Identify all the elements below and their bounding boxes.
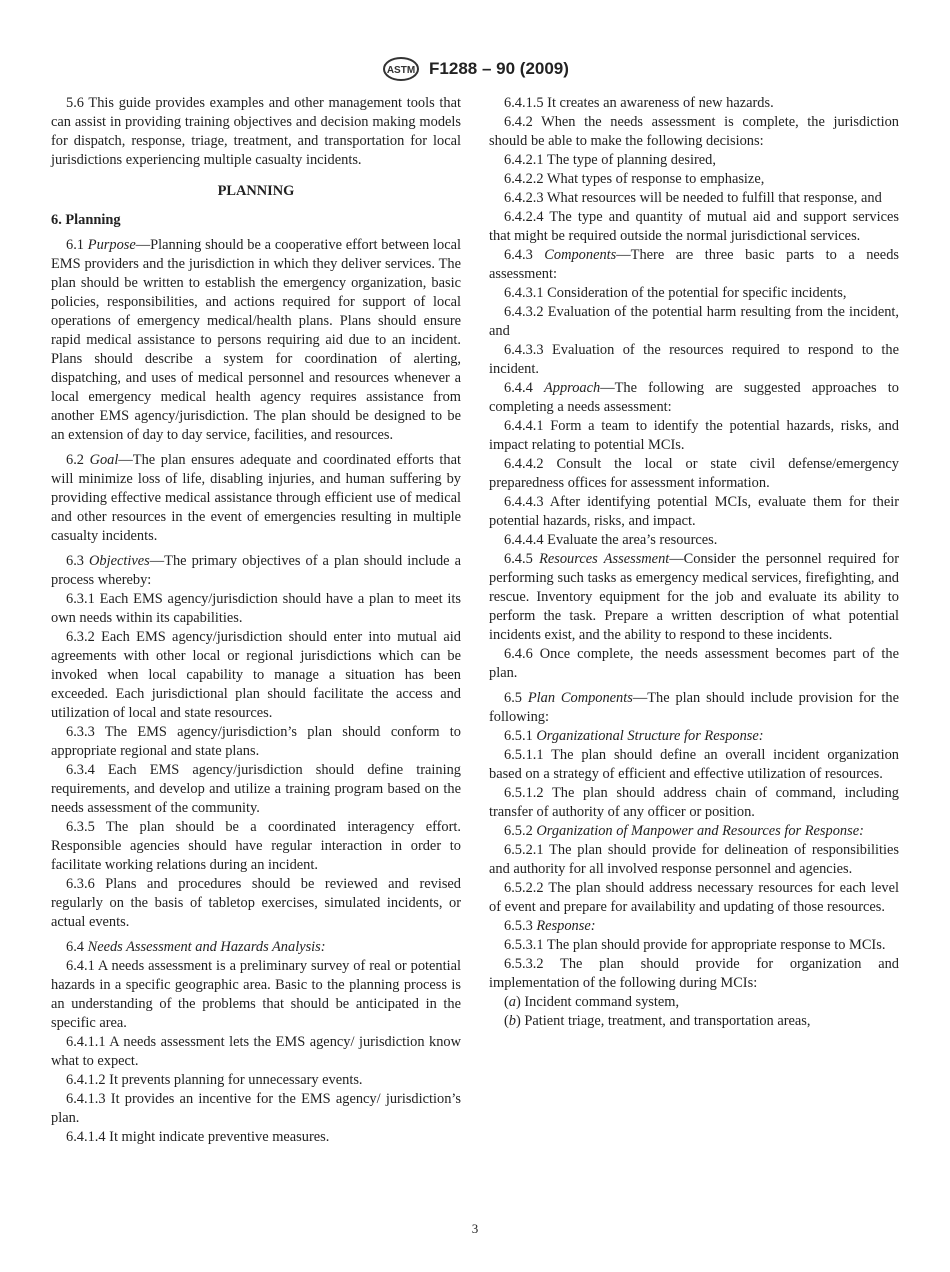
paragraph-6-4-1-2: 6.4.1.2 It prevents planning for unnecessary events. — [66, 1072, 363, 1088]
svg-text:ASTM: ASTM — [386, 65, 416, 76]
paragraph-6-4-3-3: 6.4.3.3 Evaluation of the resources required to respond to the incident. — [489, 342, 899, 377]
paragraph-6-4-1-3: 6.4.1.3 It provides an incentive for the EMS agency/ jurisdiction’s plan. — [51, 1091, 461, 1126]
section-6-heading: 6. Planning — [51, 212, 121, 228]
paragraph-6-4-3-2: 6.4.3.2 Evaluation of the potential harm resulting from the incident, and — [489, 304, 899, 339]
paragraph-6-4-2-3: 6.4.2.3 What resources will be needed to fulfill that response, and — [504, 190, 882, 206]
paragraph-6-4-2-4: 6.4.2.4 The type and quantity of mutual aid and support services that might be required outside the normal jurisdictional services. — [489, 209, 899, 244]
paragraph-6-3-1: 6.3.1 Each EMS agency/jurisdiction should have a plan to meet its own needs within its capabilities. — [51, 591, 461, 626]
paragraph-6-5-2-1: 6.5.2.1 The plan should provide for delineation of responsibilities and authority for all involved response personnel and agencies. — [489, 842, 899, 877]
paragraph-6-5-2-2: 6.5.2.2 The plan should address necessary resources for each level of event and prepare for availability and updating of those resources. — [489, 880, 899, 915]
paragraph-6-4-6: 6.4.6 Once complete, the needs assessment becomes part of the plan. — [489, 646, 899, 681]
paragraph-6-4-4-1: 6.4.4.1 Form a team to identify the potential hazards, risks, and impact relating to potential MCIs. — [489, 418, 899, 453]
paragraph-6-5-2: 6.5.2 Organization of Manpower and Resources for Response: — [504, 823, 864, 839]
page-header — [0, 56, 950, 84]
astm-logo-icon — [381, 56, 421, 82]
paragraph-6-1: 6.1 Purpose—Planning should be a cooperative effort between local EMS providers and the jurisdiction in which they deliver services. The plan should be written to establish the emergency organization, basic policies, responsibilities, and actions required for support of local operations of emergency medical/health plans. Plans should ensure rapid medical assistance to persons requiring aid due to an incident. Plans should describe a system for coordination of alerting, dispatching, and uses of medical personnel and resources whenever a local emergency medical health agency requires assistance from another EMS agency/jurisdiction. The plan should be designed to be an extension of day to day service, facilities, and resources. — [51, 237, 461, 443]
paragraph-6-4-4-4: 6.4.4.4 Evaluate the area’s resources. — [504, 532, 718, 548]
page-number: 3 — [471, 1221, 479, 1236]
paragraph-6-3-4: 6.3.4 Each EMS agency/jurisdiction should define training requirements, and develop and utilize a training program based on the needs assessment of the community. — [51, 762, 461, 816]
paragraph-6-4-3-1: 6.4.3.1 Consideration of the potential for specific incidents, — [504, 285, 847, 301]
paragraph-6-5-3: 6.5.3 Response: — [504, 918, 596, 934]
left-column — [51, 94, 461, 1147]
paragraph-6-4-1-4: 6.4.1.4 It might indicate preventive measures. — [66, 1129, 330, 1145]
paragraph-6-3-2: 6.3.2 Each EMS agency/jurisdiction should enter into mutual aid agreements with other local or regional jurisdictions which can be invoked when local capability to manage a situation has been exceeded. Each jurisdictional plan should facilitate the access and utilization of local and state resources. — [51, 629, 461, 721]
paragraph-6-4-5: 6.4.5 Resources Assessment—Consider the personnel required for performing such tasks as emergency medical services, firefighting, and rescue. Inventory equipment for the job and evaluate its ability to perform the task. Prepare a written description of what potential incidents exist, and the ability to respond to these incidents. — [489, 551, 899, 643]
paragraph-6-3-3: 6.3.3 The EMS agency/jurisdiction’s plan should conform to appropriate regional and state plans. — [51, 724, 461, 759]
paragraph-6-4-3: 6.4.3 Components—There are three basic parts to a needs assessment: — [489, 247, 899, 282]
paragraph-6-5-3-2: 6.5.3.2 The plan should provide for organization and implementation of the following during MCIs: — [489, 956, 899, 991]
right-column — [489, 94, 899, 1031]
paragraph-6-4-4-2: 6.4.4.2 Consult the local or state civil defense/emergency preparedness offices for assessment information. — [489, 456, 899, 491]
paragraph-6-4-2-2: 6.4.2.2 What types of response to emphasize, — [504, 171, 765, 187]
paragraph-6-4-1-1: 6.4.1.1 A needs assessment lets the EMS agency/ jurisdiction know what to expect. — [51, 1034, 461, 1069]
paragraph-6-4-4-3: 6.4.4.3 After identifying potential MCIs, evaluate them for their potential hazards, risks, and impact. — [489, 494, 899, 529]
paragraph-6-4-1-5: 6.4.1.5 It creates an awareness of new hazards. — [504, 95, 774, 111]
paragraph-6-3-6: 6.3.6 Plans and procedures should be reviewed and revised regularly on the basis of tabletop exercises, simulated incidents, or actual events. — [51, 876, 461, 930]
paragraph-6-4: 6.4 Needs Assessment and Hazards Analysis: — [66, 939, 326, 955]
paragraph-6-4-2-1: 6.4.2.1 The type of planning desired, — [504, 152, 716, 168]
list-item-a: (a) Incident command system, — [504, 994, 680, 1010]
list-item-b: (b) Patient triage, treatment, and transportation areas, — [504, 1013, 811, 1029]
paragraph-6-5-1-1: 6.5.1.1 The plan should define an overall incident organization based on a strategy of efficient and effective utilization of resources. — [489, 747, 899, 782]
paragraph-6-4-1: 6.4.1 A needs assessment is a preliminary survey of real or potential hazards in a specific geographic area. Basic to the planning process is an understanding of the problems that should be anticipated in the specific area. — [51, 958, 461, 1031]
document-code: F1288 – 90 (2009) — [429, 59, 569, 78]
paragraph-6-5-1: 6.5.1 Organizational Structure for Response: — [504, 728, 764, 744]
paragraph-6-5-1-2: 6.5.1.2 The plan should address chain of command, including transfer of authority of any officer or position. — [489, 785, 899, 820]
paragraph-6-4-2: 6.4.2 When the needs assessment is complete, the jurisdiction should be able to make the following decisions: — [489, 114, 899, 149]
paragraph-6-3: 6.3 Objectives—The primary objectives of a plan should include a process whereby: — [51, 553, 461, 588]
paragraph-6-2: 6.2 Goal—The plan ensures adequate and coordinated efforts that will minimize loss of life, disabling injuries, and human suffering by providing effective medical assistance through efficient use of medical and other resources in the event of emergencies resulting in multiple casualty incidents. — [51, 452, 461, 544]
paragraph-6-4-4: 6.4.4 Approach—The following are suggested approaches to completing a needs assessment: — [489, 380, 899, 415]
planning-heading: PLANNING — [217, 183, 295, 199]
paragraph-6-5: 6.5 Plan Components—The plan should include provision for the following: — [489, 690, 900, 725]
paragraph-6-3-5: 6.3.5 The plan should be a coordinated interagency effort. Responsible agencies should have regular interaction in order to facilitate working relations during an incident. — [51, 819, 461, 873]
paragraph-5-6: 5.6 This guide provides examples and other management tools that can assist in providing training objectives and decision making models for dispatch, response, triage, treatment, and transportation for local jurisdictions experiencing multiple casualty incidents. — [51, 95, 461, 168]
paragraph-6-5-3-1: 6.5.3.1 The plan should provide for appropriate response to MCIs. — [504, 937, 886, 953]
